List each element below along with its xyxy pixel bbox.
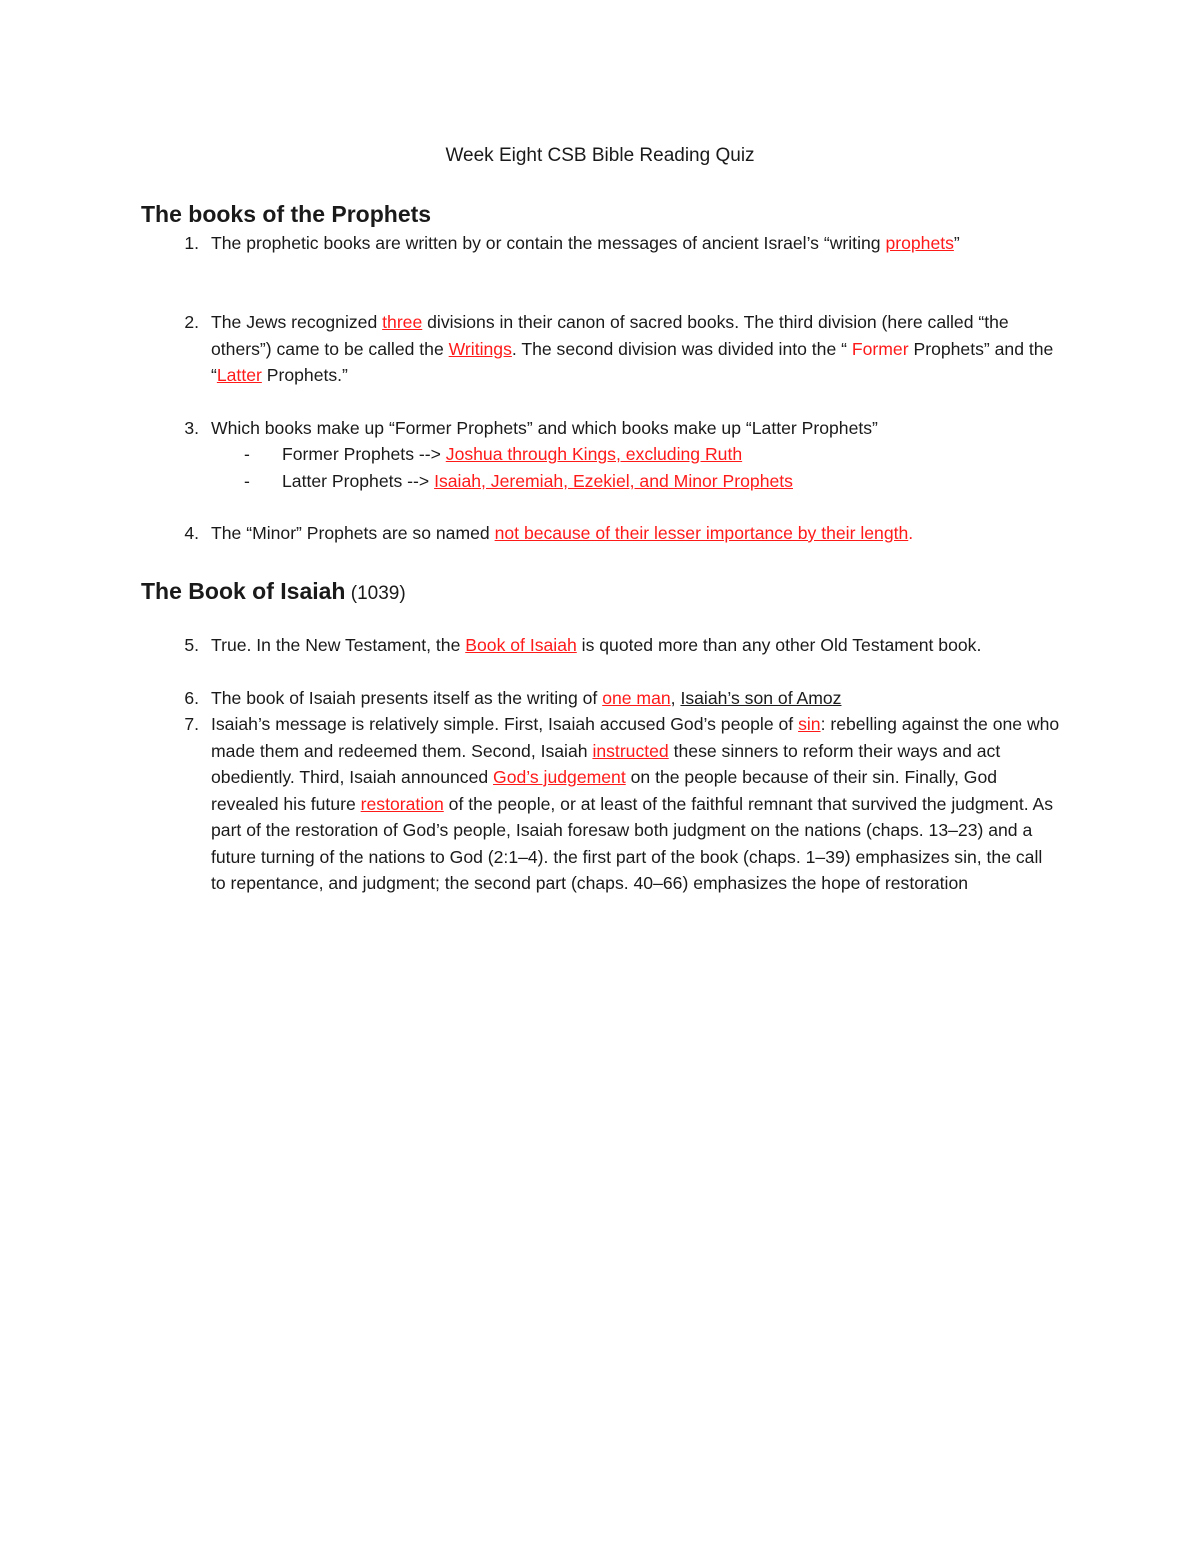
question-text: The prophetic books are written by or contain the messages of ancient Israel’s “writing prophets” (211, 233, 960, 253)
underlined-answer: Isaiah’s son of Amoz (680, 688, 842, 708)
question-number: 5. (184, 635, 199, 655)
answer-blank: instructed (592, 740, 669, 761)
answer-blank: Isaiah, Jeremiah, Ezekiel, and Minor Prophets (434, 471, 793, 491)
question-text: Isaiah’s message is relatively simple. First, Isaiah accused God’s people of sin: rebelling against the one who made them and redeemed them. Second, Isaiah instructed these sinners to reform their ways and act obediently. Third, Isaiah announced God’s judgement on the people because of their sin. Finally, God revealed his future restoration of the people, or at least of the faithful remnant that survived the judgment. As part of the restoration of God’s people, Isaiah foresaw both judgment on the nations (chaps. 13–23) and a future turning of the nations to God (2:1–4). the first part of the book (chaps. 1–39) emphasizes sin, the call to repentance, and judgment; the second part (chaps. 40–66) emphasizes the hope of restoration (211, 714, 1060, 893)
answer-blank: three (382, 312, 423, 332)
answer-blank: restoration (360, 793, 444, 814)
question-3 (141, 415, 1061, 442)
answer-blank: not because of their lesser importance by their length (494, 523, 909, 543)
question-7 (141, 711, 1061, 897)
answer-blank: Writings (448, 338, 512, 359)
question-number: 6. (184, 688, 199, 708)
page-reference: (1039) (345, 583, 406, 604)
answer-blank: prophets (885, 233, 954, 253)
question-text: The book of Isaiah presents itself as the writing of one man, Isaiah’s son of Amoz (211, 688, 842, 708)
answer-blank: Joshua through Kings, excluding Ruth (445, 444, 743, 464)
question-number: 4. (184, 523, 199, 543)
list-dash: - (244, 444, 250, 464)
question-number: 7. (184, 714, 199, 734)
answer-blank: Book of Isaiah (465, 635, 577, 655)
question-number: 1. (184, 233, 199, 253)
section-heading-text: The Book of Isaiah (141, 578, 346, 604)
section-heading-text: The books of the Prophets (141, 201, 432, 227)
answer-blank: one man (602, 688, 671, 708)
question-text: True. In the New Testament, the Book of Isaiah is quoted more than any other Old Testament book. (211, 635, 982, 655)
section-heading-isaiah (141, 576, 406, 609)
section-heading-prophets (141, 199, 431, 229)
question-text: Which books make up “Former Prophets” and which books make up “Latter Prophets” (211, 418, 878, 438)
question-text: The Jews recognized three divisions in their canon of sacred books. The third division (here called “the others”) came to be called the Writings. The second division was divided into the “ Former Prophets” and the “Latter Prophets.” (211, 312, 1054, 385)
question-number: 3. (184, 418, 199, 438)
answer-text: Former (851, 338, 909, 359)
question-text: The “Minor” Prophets are so named not because of their lesser importance by their length. (211, 523, 914, 543)
answer-blank: God’s judgement (493, 767, 626, 787)
question-5 (141, 632, 1061, 659)
question-number: 2. (184, 312, 199, 332)
question-3-former-prophets: - Former Prophets --> Joshua through Kings, excluding Ruth (244, 441, 1064, 468)
document-title: Week Eight CSB Bible Reading Quiz (445, 145, 755, 166)
question-4 (141, 520, 1061, 547)
question-1 (141, 230, 1061, 257)
list-dash: - (244, 471, 250, 491)
answer-blank: Latter (216, 365, 262, 385)
question-3-latter-prophets: - Latter Prophets --> Isaiah, Jeremiah, Ezekiel, and Minor Prophets (244, 468, 1064, 495)
answer-blank: sin (798, 714, 821, 734)
question-2 (141, 309, 1061, 389)
question-6 (141, 685, 1061, 712)
